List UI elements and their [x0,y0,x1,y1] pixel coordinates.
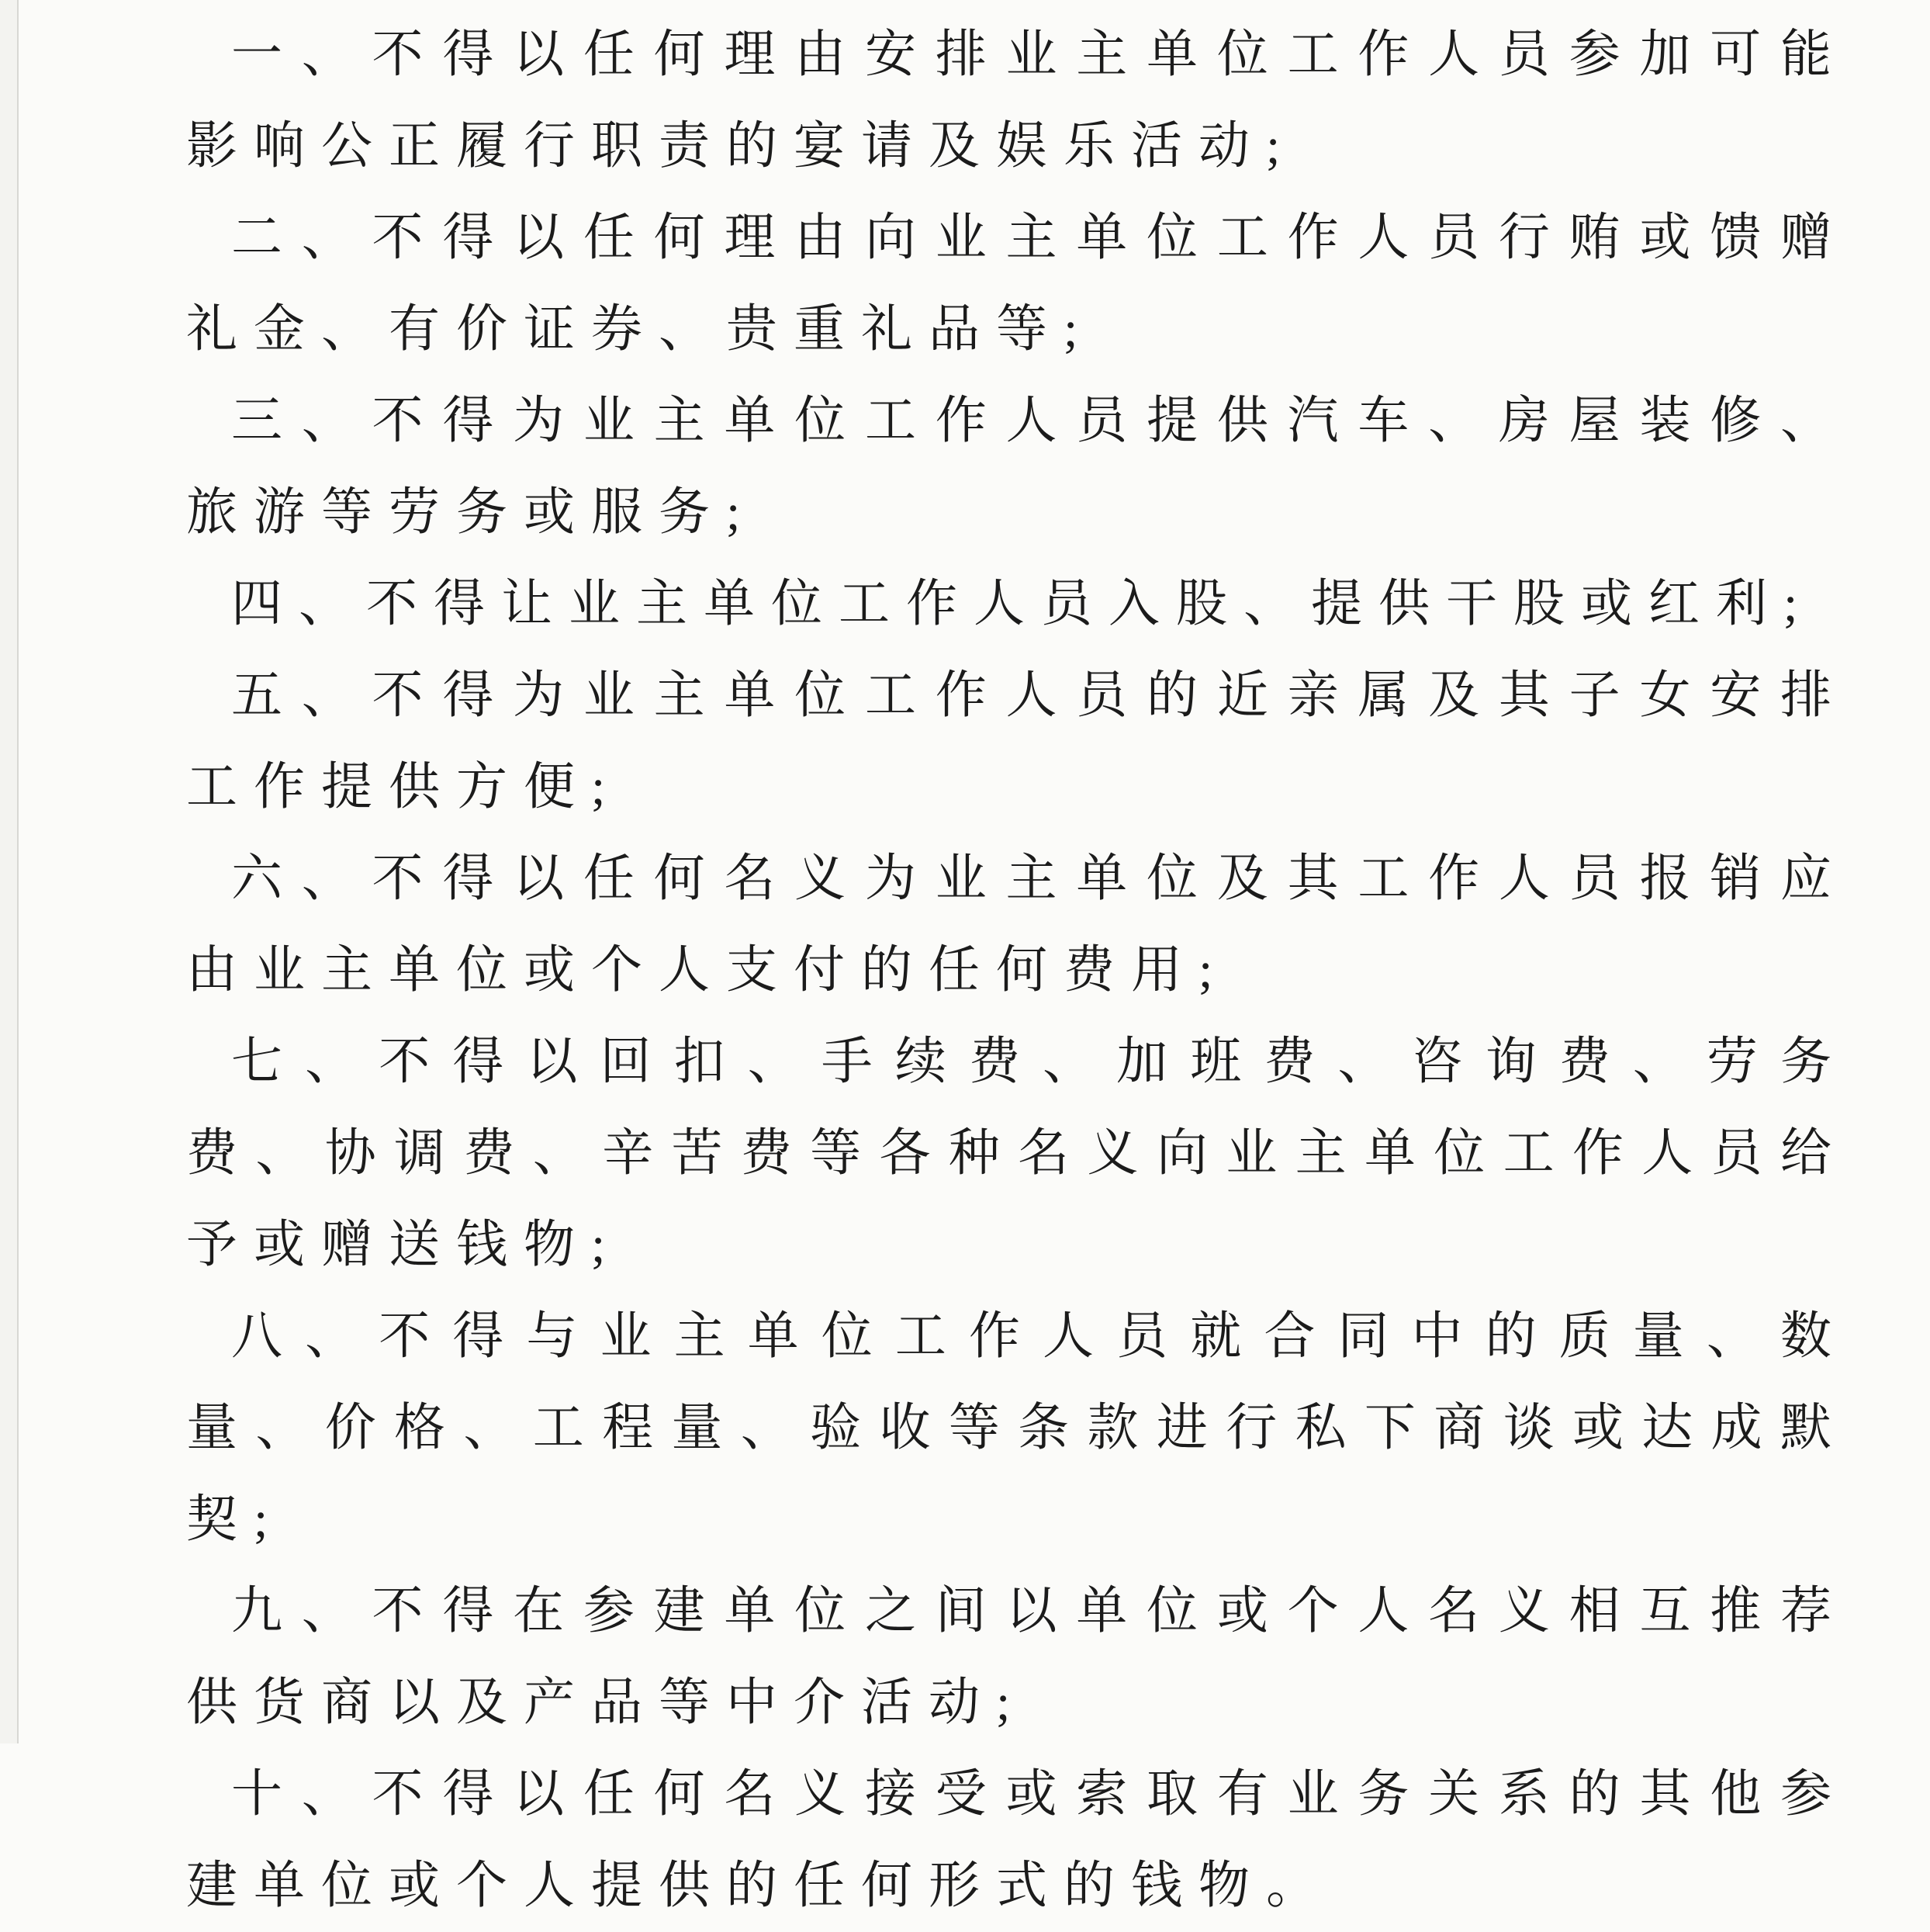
clause-1: 一、不得以任何理由安排业主单位工作人员参加可能影响公正履行职责的宴请及娱乐活动; [186,26,1848,175]
document-body [186,9,1848,1932]
clause-7: 七、不得以回扣、手续费、加班费、咨询费、劳务费、协调费、辛苦费等各种名义向业主单位工作人员给予或赠送钱物; [186,1034,1848,1273]
clause-6: 六、不得以任何名义为业主单位及其工作人员报销应由业主单位或个人支付的任何费用; [186,850,1848,999]
scan-margin-gutter [0,0,17,1743]
clause-9: 九、不得在参建单位之间以单位或个人名义相互推荐供货商以及产品等中介活动; [186,1583,1848,1731]
clause-5: 五、不得为业主单位工作人员的近亲属及其子女安排工作提供方便; [186,667,1848,815]
clause-2: 二、不得以任何理由向业主单位工作人员行贿或馈赠礼金、有价证券、贵重礼品等; [186,209,1848,358]
clause-10: 十、不得以任何名义接受或索取有业务关系的其他参建单位或个人提供的任何形式的钱物。 [186,1766,1848,1914]
clause-3: 三、不得为业主单位工作人员提供汽车、房屋装修、旅游等劳务或服务; [186,393,1848,541]
scan-edge-line [17,0,19,1743]
clause-4: 四、不得让业主单位工作人员入股、提供干股或红利; [231,576,1814,632]
clause-8: 八、不得与业主单位工作人员就合同中的质量、数量、价格、工程量、验收等条款进行私下商谈或达成默契; [186,1308,1848,1548]
